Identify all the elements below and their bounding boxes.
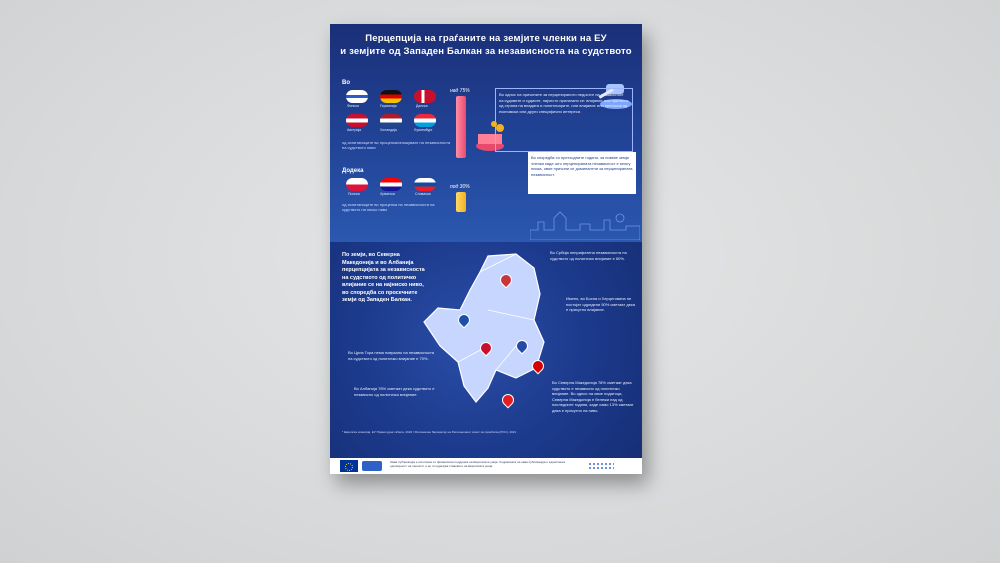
kosovo-note: Во Црна Гора нема поврзано на независноста на судството од политичко влијание е 70%. — [348, 350, 434, 361]
poster-title — [340, 32, 632, 58]
country-label: Словачка — [415, 192, 431, 196]
eu-flag-icon — [340, 460, 358, 472]
bottom-percent-label: под 30% — [450, 184, 470, 190]
poster-title-line2: и земјите од Западен Балкан за независноста на судството — [340, 46, 632, 57]
bottom-percent-bar — [456, 192, 466, 212]
serbia-note: Во Србија неприфатена независноста на судството од политичко влијание е 60%. — [550, 250, 627, 261]
partner-logo-icon — [588, 462, 614, 470]
country-label: Хрватска — [380, 192, 395, 196]
top-percent-bar — [456, 96, 466, 158]
albania-note: Во Албанија 78% сметаат дека судството е независно од политичко влијание. — [354, 386, 435, 397]
flag-denmark-icon — [414, 90, 436, 103]
country-label: Германија — [380, 104, 397, 108]
country-label: Австрија — [347, 128, 362, 132]
reasons-info-box: Во однос на причините за перцепираното недостиг на независност на судовите и судиите, најчесто прилагани се: влијание или притисок од страна на владата и политичарите, или влијание или притисок од економски или други специфични интереси. — [495, 88, 633, 152]
map-intro-text: По земји, во Северна Македонија и во Албанија перцепцијата за независноста на судството од политичко влијание се на најниско ниво, во споредба со просечните земји од Западен Балкан. — [342, 252, 425, 303]
flag-poland-icon — [346, 178, 368, 191]
flag-netherlands-icon — [380, 114, 402, 127]
top-group-label: Во — [342, 80, 350, 86]
project-logo-icon — [362, 461, 382, 471]
comparison-info-box: Во споредба со претходните години, за повеќе земји членки каде што перцепираната независност е многу ниска, овие причини се доминантни за перцепираната независност. — [528, 152, 636, 194]
skyline-illustration — [530, 208, 640, 240]
flag-slovakia-icon — [414, 178, 436, 191]
bottom-group-label: Додека — [342, 168, 364, 174]
infographic-poster — [330, 24, 642, 474]
country-label: Финска — [347, 104, 359, 108]
flag-croatia-icon — [380, 178, 402, 191]
country-label: Луксембург — [414, 128, 433, 132]
country-label: Данска — [416, 104, 428, 108]
country-label: Полска — [348, 192, 360, 196]
country-label: Холандија — [380, 128, 397, 132]
flag-luxembourg-icon — [414, 114, 436, 127]
montenegro-note: Имено, во Босна и Херцеговина не постојат одредени 50% сметаат дека е присутно влијание. — [566, 296, 635, 312]
poster-title-line1: Перцепција на граѓаните на земјите членки на ЕУ — [365, 33, 607, 44]
footnote: * Европска комисија, ЕУ Правосудна табела, 2022 / Регионален барометар на Регионалниот совет за соработка (РСС), 2021 — [342, 430, 517, 434]
bottom-caption: од испитаниците во проценка на независноста на судството на ниско ниво — [342, 202, 435, 212]
top-caption: од испитаниците во проценка/опишуваат на независноста на судството ниво — [342, 140, 451, 150]
flag-germany-icon — [380, 90, 402, 103]
flag-austria-icon — [346, 114, 368, 127]
flag-finland-icon — [346, 90, 368, 103]
footer-disclaimer: Оваа публикација е изготвена со финансиска поддршка на Европската унија. Содржината на оваа публикација е единствена одговорност на проектот и не ги одразува ставовите на Европската унија. — [390, 460, 565, 468]
top-percent-label: над 75% — [450, 88, 470, 94]
macedonia-note: Во Северна Македонија 78% сметаат дека судството е независно од политичко влијание. Во однос на овие податоци, Северна Македонија е бележи пад од последните години, каде само 13% сметаат дека е присутно на ниво. — [552, 380, 634, 413]
